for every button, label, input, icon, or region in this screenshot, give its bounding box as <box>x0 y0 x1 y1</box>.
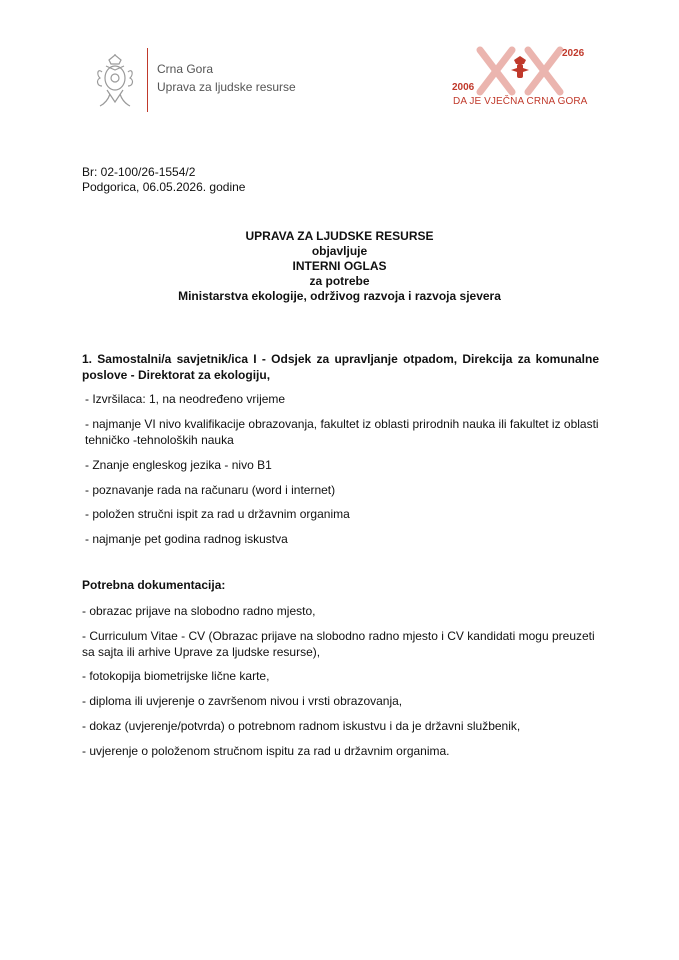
anniversary-tagline: DA JE VJEČNA CRNA GORA <box>453 96 588 107</box>
title-for-needs: za potrebe <box>309 274 370 288</box>
title-internal-ad: INTERNI OGLAS <box>292 259 387 273</box>
header-divider <box>147 48 148 112</box>
anniversary-year-end: 2026 <box>562 48 585 59</box>
document-meta <box>82 165 245 195</box>
documentation-item: - diploma ili uvjerenje o završenom nivou i vrsti obrazovanja, <box>82 694 403 708</box>
documentation-item: - obrazac prijave na slobodno radno mjesto, <box>82 604 316 618</box>
organization-name <box>157 60 296 96</box>
documentation-heading: Potrebna dokumentacija: <box>82 578 226 592</box>
letterhead <box>0 40 679 120</box>
place-and-date: Podgorica, 06.05.2026. godine <box>82 180 246 194</box>
requirement-item: - najmanje pet godina radnog iskustva <box>85 532 288 546</box>
documentation-item: - dokaz (uvjerenje/potvrda) o potrebnom radnom iskustvu i da je državni službenik, <box>82 719 521 733</box>
requirement-item: - Izvršilaca: 1, na neodređeno vrijeme <box>85 392 286 406</box>
position-heading: 1. Samostalni/a savjetnik/ica I - Odsjek za upravljanje otpadom, Direkcija za komunalne poslove - Direktorat za ekologiju, <box>82 352 599 382</box>
documentation-item: - Curriculum Vitae - CV (Obrazac prijave na slobodno radno mjesto i CV kandidati mogu preuzeti sa sajta ili arhive Uprave za ljudske resurse), <box>82 629 595 659</box>
country-name: Crna Gora <box>157 62 214 76</box>
requirement-item: - položen stručni ispit za rad u državnim organima <box>85 507 350 521</box>
documentation-item: - fotokopija biometrijske lične karte, <box>82 669 270 683</box>
reference-number: Br: 02-100/26-1554/2 <box>82 165 196 179</box>
announcement-title <box>0 229 679 304</box>
title-ministry: Ministarstva ekologije, održivog razvoja i razvoja sjevera <box>178 289 501 303</box>
title-agency: UPRAVA ZA LJUDSKE RESURSE <box>245 229 434 243</box>
agency-name: Uprava za ljudske resurse <box>157 80 296 94</box>
title-publishes: objavljuje <box>311 244 368 258</box>
coat-of-arms-icon <box>94 54 136 110</box>
requirement-item: - najmanje VI nivo kvalifikacije obrazovanja, fakultet iz oblasti prirodnih nauka ili fakultet iz oblasti tehničko -tehnoloških nauka <box>85 417 599 447</box>
requirement-item: - poznavanje rada na računaru (word i internet) <box>85 483 336 497</box>
anniversary-year-start: 2006 <box>452 82 475 93</box>
documentation-item: - uvjerenje o položenom stručnom ispitu za rad u državnim organima. <box>82 744 450 758</box>
requirement-item: - Znanje engleskog jezika - nivo B1 <box>85 458 272 472</box>
